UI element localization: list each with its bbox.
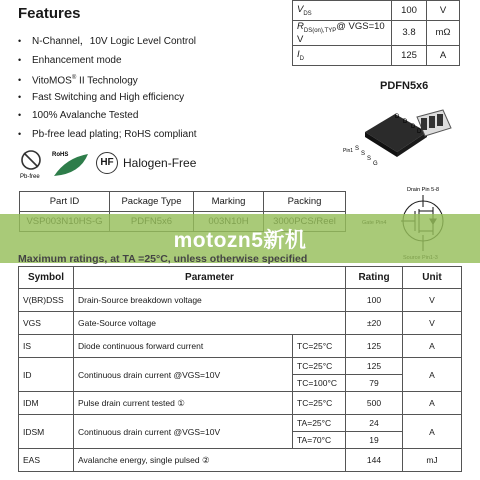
feature-item: • VitoMOS® II Technology — [18, 75, 138, 87]
pin-label: D — [411, 124, 416, 130]
table-row: ID Continuous drain current @VGS=10V TC=25°C 125 A — [19, 358, 462, 375]
hf-icon: HF — [96, 152, 118, 174]
pin-label: S — [367, 156, 372, 162]
features-list — [18, 32, 197, 143]
feature-item: • Fast Switching and High efficiency — [18, 91, 185, 103]
pin1-label: Pin1 — [343, 148, 354, 154]
table-row: $I_D$ 125 A — [293, 45, 460, 65]
pin-label: D — [395, 114, 400, 120]
pb-free-icon — [20, 151, 40, 180]
rohs-leaf-icon — [52, 152, 88, 176]
table-row: IDM Pulse drain current tested ① TC=25°C 500 A — [19, 392, 462, 415]
key-spec-table — [292, 0, 460, 66]
pin-label: S — [355, 146, 360, 152]
halogen-free-badge: HF Halogen-Free — [96, 152, 196, 174]
table-row: EAS Avalanche energy, single pulsed ② 144 mJ — [19, 449, 462, 472]
drain-label: Drain Pin 5-8 — [407, 187, 440, 193]
max-ratings-table — [18, 266, 462, 472]
pin-label: G — [373, 161, 378, 167]
svg-text:Pb-free: Pb-free — [20, 174, 40, 180]
package-label: PDFN5x6 — [380, 80, 429, 92]
max-ratings-title: Maximum ratings, at TA =25°C, unless otherwise specified — [18, 253, 308, 265]
table-row: $V_{DS}$ 100 V — [293, 1, 460, 21]
pin-label: S — [361, 151, 366, 157]
table-row: $R_{DS(on),TYP}@$ VGS=10 V 3.8 mΩ — [293, 21, 460, 46]
table-header-row: Part ID Package Type Marking Packing — [20, 192, 346, 212]
feature-item: • Pb-free lead plating; RoHS compliant — [18, 128, 197, 140]
features-title: Features — [18, 5, 81, 22]
table-row: TA=70°C 19 — [19, 432, 462, 449]
feature-item: • Enhancement mode — [18, 54, 122, 66]
package-chip-image — [343, 102, 455, 177]
feature-item: • 100% Avalanche Tested — [18, 110, 139, 121]
table-row: IDSM Continuous drain current @VGS=10V TA=25°C 24 A — [19, 415, 462, 432]
table-row: IS Diode continuous forward current TC=25°C 125 A — [19, 335, 462, 358]
table-row: TC=100°C 79 — [19, 375, 462, 392]
svg-text:RoHS: RoHS — [52, 152, 69, 158]
cert-icons — [18, 148, 93, 180]
pin-label: D — [403, 119, 408, 125]
overlay-banner-text: motozn5新机 — [173, 229, 307, 252]
table-row: VGS Gate-Source voltage ±20 V — [19, 312, 462, 335]
pin-label: D — [417, 129, 422, 135]
table-header-row: Symbol Parameter Rating Unit — [19, 267, 462, 289]
table-row: V(BR)DSS Drain-Source breakdown voltage 100 V — [19, 289, 462, 312]
feature-item: • N-Channel，10V Logic Level Control — [18, 36, 196, 47]
